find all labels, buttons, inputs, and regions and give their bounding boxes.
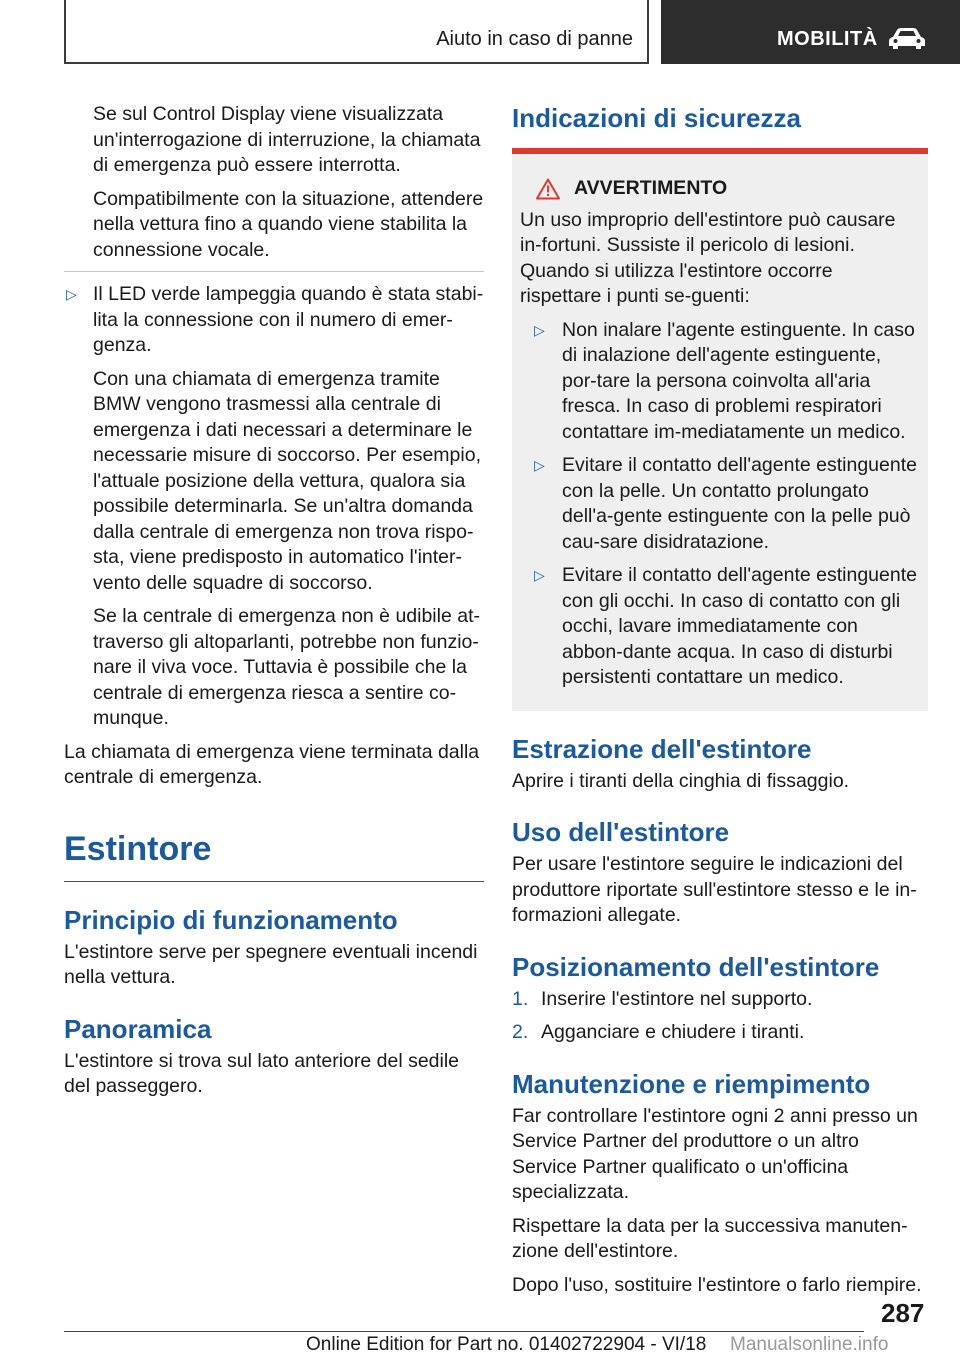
paragraph: Aprire i tiranti della cinghia di fissaggio. bbox=[512, 769, 850, 792]
chapter-title: Estintore bbox=[64, 829, 484, 882]
triangle-bullet-icon: ▷ bbox=[534, 567, 545, 583]
header-section-box bbox=[64, 0, 649, 64]
warning-triangle-icon bbox=[536, 178, 560, 200]
watermark: Manualsonline.info bbox=[730, 1334, 889, 1355]
header-section-title: Aiuto in caso di panne bbox=[436, 28, 633, 50]
right-column bbox=[512, 102, 928, 1306]
left-column bbox=[64, 102, 484, 1108]
footer-edition: Online Edition for Part no. 01402722904 - VI/18 bbox=[306, 1334, 707, 1355]
paragraph: L'estintore si trova sul lato anteriore del sedile del passeggero. bbox=[64, 1049, 460, 1097]
section-heading: Estrazione dell'estintore bbox=[512, 733, 812, 764]
paragraph: Compatibilmente con la situazione, attendere nella vettura fino a quando viene stabilita la connessione vocale. bbox=[93, 187, 484, 261]
header-chapter-title: MOBILITÀ bbox=[777, 28, 878, 50]
step-text: Agganciare e chiudere i tiranti. bbox=[541, 1021, 805, 1043]
section-heading: Uso dell'estintore bbox=[512, 817, 730, 847]
list-item-text: Non inalare l'agente estinguente. In caso di inalazione dell'agente estinguente, por-tare la persona coinvolta all'aria fresca. In caso di problemi respiratori contattare im-mediatamente un medico. bbox=[562, 318, 915, 443]
list-item bbox=[520, 318, 918, 446]
paragraph: Se la centrale di emergenza non è udibile at-traverso gli altoparlanti, potrebbe non funzio-nare il viva voce. Tuttavia è possibile che la centrale di emergenza riesca a sentire co-munque. bbox=[93, 605, 480, 729]
footer-divider bbox=[64, 1331, 864, 1332]
paragraph: Per usare l'estintore seguire le indicazioni del produttore riportate sull'estintore stesso e le in-formazioni allegate. bbox=[512, 853, 917, 926]
car-icon bbox=[887, 27, 927, 51]
warning-title-text: AVVERTIMENTO bbox=[574, 177, 728, 199]
warning-box bbox=[512, 148, 928, 711]
triangle-bullet-icon: ▷ bbox=[534, 457, 545, 473]
section-heading: Panoramica bbox=[64, 1013, 212, 1044]
list-item bbox=[64, 282, 484, 359]
step-number: 2. bbox=[512, 1021, 529, 1043]
list-item-text: Evitare il contatto dell'agente estinguente con gli occhi. In caso di contatto con gli occhi, lavare immediatamente con abbon-dante acqua. In caso di disturbi persistenti contattare un medico. bbox=[562, 564, 917, 688]
list-item bbox=[512, 1020, 928, 1046]
warning-text: Un uso improprio dell'estintore può causare in-fortuni. Sussiste il pericolo di lesioni. Quando si utilizza l'estintore occorre rispettare i punti se-guenti: bbox=[520, 208, 896, 307]
step-number: 1. bbox=[512, 987, 529, 1010]
list-item bbox=[512, 987, 928, 1013]
page-number: 287 bbox=[881, 1298, 925, 1328]
triangle-bullet-icon: ▷ bbox=[534, 321, 545, 338]
section-heading: Manutenzione e riempimento bbox=[512, 1068, 871, 1099]
divider bbox=[64, 271, 484, 272]
list-item bbox=[520, 453, 918, 555]
paragraph: Rispettare la data per la successiva manuten-zione dell'estintore. bbox=[512, 1214, 908, 1262]
paragraph: Con una chiamata di emergenza tramite BMW vengono trasmessi alla centrale di emergenza i dati necessari a determinare le necessarie misure di soccorso. Per esempio, l'attuale posizione della vettura, qualora sia possibile determinarla. Se un'altra domanda dalla centrale di emergenza non trova rispo-sta, viene predisposto in automatico l'inter-vento delle squadre di soccorso. bbox=[93, 367, 481, 594]
list-item bbox=[520, 563, 918, 691]
paragraph: Se sul Control Display viene visualizzata un'interrogazione di interruzione, la chiamata di emergenza può essere interrotta. bbox=[93, 103, 481, 176]
paragraph: La chiamata di emergenza viene terminata dalla centrale di emergenza. bbox=[64, 740, 480, 788]
section-heading: Indicazioni di sicurezza bbox=[512, 103, 801, 133]
section-heading: Posizionamento dell'estintore bbox=[512, 951, 880, 982]
triangle-bullet-icon: ▷ bbox=[66, 286, 77, 302]
section-heading: Principio di funzionamento bbox=[64, 904, 398, 935]
paragraph: Dopo l'uso, sostituire l'estintore o farlo riempire. bbox=[512, 1273, 922, 1296]
paragraph: L'estintore serve per spegnere eventuali incendi nella vettura. bbox=[64, 940, 478, 988]
paragraph: Far controllare l'estintore ogni 2 anni presso un Service Partner del produttore o un altro Service Partner qualificato o un'officina specializzata. bbox=[512, 1104, 918, 1203]
warning-title bbox=[520, 176, 918, 202]
header-chapter-box bbox=[661, 0, 960, 64]
list-item-text: Evitare il contatto dell'agente estinguente con la pelle. Un contatto prolungato dell'a-gente estinguente con la pelle può cau-sare disidratazione. bbox=[562, 454, 917, 553]
step-text: Inserire l'estintore nel supporto. bbox=[541, 987, 813, 1010]
list-item-text: Il LED verde lampeggia quando è stata stabi-lita la connessione con il numero di emer-genza. bbox=[93, 283, 484, 356]
